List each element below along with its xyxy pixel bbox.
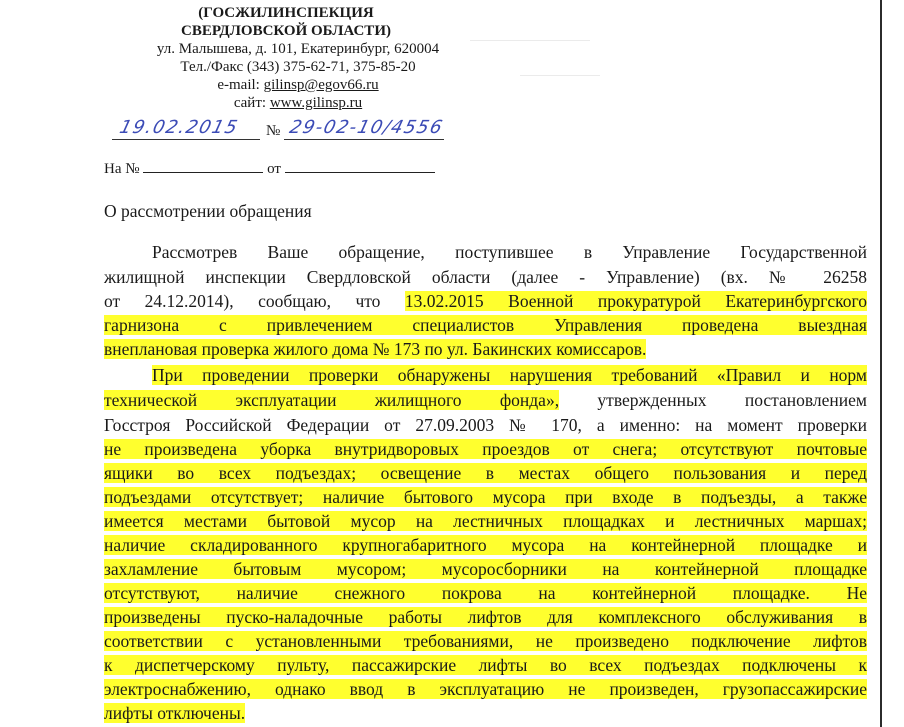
org-name-line1: (ГОСЖИЛИНСПЕКЦИЯ [198, 5, 374, 21]
body-text: жилищной инспекции Свердловской области (далее - Управление) (вх. № 26258 [104, 267, 867, 287]
body-text: Госстроя Российской Федерации от 27.09.2003 № 170, а именно: на момент проверки [104, 415, 867, 435]
org-name-line2: СВЕРДЛОВСКОЙ ОБЛАСТИ) [181, 23, 391, 39]
highlighted-text: гарнизона с привлечением специалистов Управления проведена выездная [104, 315, 867, 335]
incoming-from-label: от [267, 161, 281, 177]
highlighted-text: наличие складированного крупногабаритного мусора на контейнерной площадке и [104, 535, 867, 555]
body-line [152, 364, 867, 386]
incoming-from-blank [285, 158, 435, 173]
highlighted-text: электроснабжению, однако ввод в эксплуатацию не произведен, грузопассажирские [104, 679, 867, 699]
body-line [104, 582, 867, 604]
body-line [104, 389, 867, 411]
highlighted-text: имеется местами бытовой мусор на лестничных площадках и лестничных маршах; [104, 511, 867, 531]
highlighted-text: соответствии с установленными требованиями, не произведено подключение лифтов [104, 631, 867, 651]
body-text: от 24.12.2014), сообщаю, что [104, 291, 405, 311]
highlighted-text: 13.02.2015 Военной прокуратурой Екатеринбургского [404, 291, 868, 311]
body-line [104, 558, 867, 580]
body-line [104, 462, 867, 484]
body-line [104, 606, 867, 628]
highlighted-text: ящики во всех подъездах; освещение в местах общего пользования и перед [104, 463, 867, 483]
highlighted-text: не произведена уборка внутридворовых проездов от снега; отсутствуют почтовые [104, 439, 867, 459]
highlighted-text: произведены пуско-наладочные работы лифтов для комплексного обслуживания в [104, 607, 867, 627]
incoming-no-blank [143, 158, 263, 173]
highlighted-text: технической эксплуатации жилищного фонда», [104, 390, 560, 410]
incoming-no-label: На № [104, 161, 140, 177]
website-link[interactable]: www.gilinsp.ru [269, 95, 363, 111]
body-line [104, 266, 867, 288]
highlighted-text: внеплановая проверка жилого дома № 173 по ул. Бакинских комиссаров. [104, 339, 647, 359]
body-line [104, 314, 867, 336]
body-line [152, 241, 867, 263]
body-line [104, 290, 867, 312]
highlighted-text: захламление бытовым мусором; мусоросборники на контейнерной площадке [104, 559, 867, 579]
incoming-reg-row [104, 158, 435, 178]
body-line [104, 654, 867, 676]
number-mark: № [266, 123, 281, 139]
body-line [104, 338, 867, 360]
body-line [104, 438, 867, 460]
highlighted-text: При проведении проверки обнаружены нарушения требований «Правил и норм [152, 365, 867, 385]
highlighted-text: к диспетчерскому пульту, пассажирские лифты во всех подъездах подключены к [104, 655, 867, 675]
org-email [108, 76, 488, 95]
org-website [108, 94, 488, 113]
body-line [104, 630, 867, 652]
outgoing-reg-row [112, 117, 472, 143]
number-underline [284, 139, 444, 140]
date-underline [112, 139, 260, 140]
body-text: Рассмотрев Ваше обращение, поступившее в Управление Государственной [152, 242, 867, 262]
outgoing-date: 19.02.2015 [117, 117, 241, 138]
highlighted-text: лифты отключены. [104, 703, 246, 723]
body-line [104, 414, 867, 436]
website-label: сайт: [233, 95, 270, 111]
org-phone: Тел./Факс (343) 375-62-71, 375-85-20 [180, 59, 416, 75]
email-label: e-mail: [217, 77, 264, 93]
body-line [104, 534, 867, 556]
show-through-mark [520, 75, 600, 76]
show-through-mark [470, 40, 590, 41]
letter-subject: О рассмотрении обращения [104, 201, 312, 221]
highlighted-text: отсутствуют, наличие снежного покрова на контейнерной площадке. Не [104, 583, 867, 603]
email-link[interactable]: gilinsp@egov66.ru [263, 77, 379, 93]
page-edge-line [880, 0, 882, 727]
body-line [104, 702, 867, 724]
body-line [104, 678, 867, 700]
body-text: утвержденных постановлением [559, 390, 867, 410]
org-address: ул. Малышева, д. 101, Екатеринбург, 620004 [156, 41, 440, 57]
body-line [104, 486, 867, 508]
body-line [104, 510, 867, 532]
highlighted-text: подъездами отсутствует; наличие бытового мусора при входе в подъезды, а также [104, 487, 867, 507]
outgoing-number: 29-02-10/4556 [287, 117, 446, 138]
